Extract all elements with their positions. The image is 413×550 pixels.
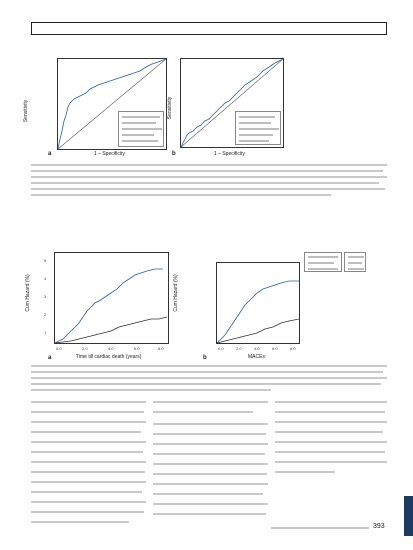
fig2b-legend-2 (344, 252, 366, 272)
fig1b-xlabel: 1 – Specificity (214, 151, 245, 157)
fig2b-legend (304, 252, 342, 272)
fig2b-xlabel: MACEs (248, 354, 265, 360)
fig1a-ylabel: Sensitivity (23, 99, 29, 123)
edge-tab (404, 496, 413, 536)
fig2a-plot (54, 252, 169, 344)
running-header-box (31, 22, 387, 35)
fig2a-xtick-3: 6.0 (134, 346, 140, 351)
fig2a-xtick-1: 2.0 (82, 346, 88, 351)
fig1a-xlabel: 1 – Specificity (94, 151, 125, 157)
fig2b-xtick-0: 0.0 (218, 346, 224, 351)
fig2b-ylabel: Cum Hazard (%) (173, 274, 179, 312)
fig2b-xtick-1: 2.0 (236, 346, 242, 351)
fig2a-xtick-0: 0.0 (56, 346, 62, 351)
fig2a-ytick-5: 5 (44, 258, 47, 263)
fig1b-legend (235, 111, 281, 145)
fig2b-xtick-2: 4.0 (254, 346, 260, 351)
fig2b-xtick-4: 8.0 (290, 346, 296, 351)
fig2b-panel-label: b (203, 355, 207, 361)
fig2b-xtick-3: 6.0 (272, 346, 278, 351)
fig2a-xlabel: Time till cardiac death (years) (76, 354, 142, 360)
fig1a-plot (57, 58, 167, 150)
fig2a-ytick-1: 1 (44, 330, 47, 335)
fig2b-curve-high (217, 281, 299, 343)
fig2b-curve-low (217, 319, 299, 343)
fig1a-panel-label: a (48, 151, 52, 157)
fig2a-svg (55, 253, 168, 343)
page-number: 393 (373, 523, 385, 530)
fig2a-ytick-2: 2 (44, 312, 47, 317)
fig2a-xtick-2: 4.0 (108, 346, 114, 351)
fig2a-ytick-3: 3 (44, 294, 47, 299)
fig2a-legend (57, 255, 65, 261)
fig2a-xtick-4: 8.0 (158, 346, 164, 351)
fig2a-ylabel: Cum Hazard (%) (25, 274, 31, 312)
fig2a-ytick-4: 4 (44, 276, 47, 281)
journal-name (271, 527, 369, 529)
fig2b-plot (216, 262, 300, 344)
fig2a-panel-label: a (48, 355, 52, 361)
fig1b-panel-label: b (172, 151, 176, 157)
fig1a-legend (118, 111, 164, 147)
fig1b-plot (180, 58, 284, 148)
fig2b-svg (217, 263, 299, 343)
fig1b-ylabel: Sensitivity (167, 96, 173, 120)
